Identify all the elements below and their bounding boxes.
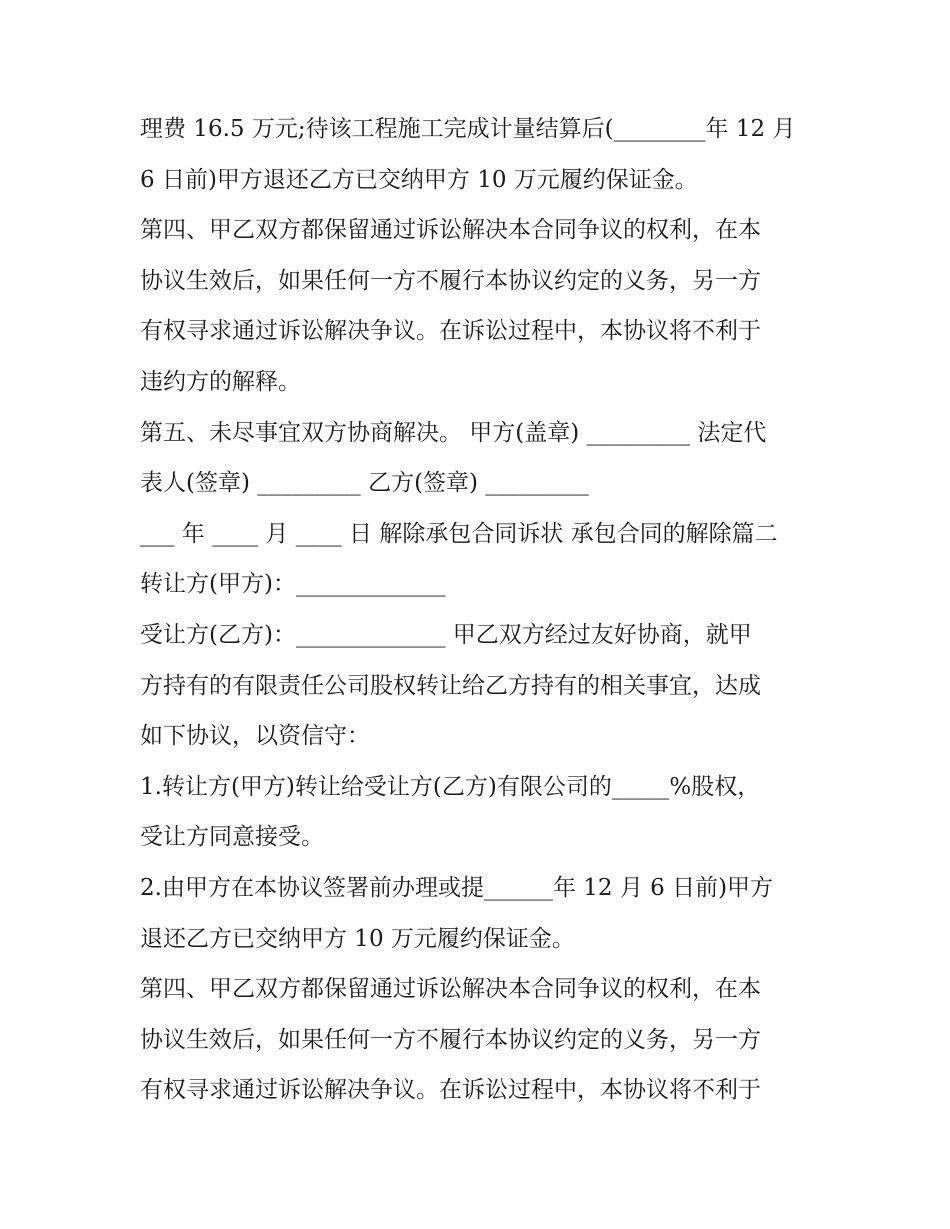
text-line: 有权寻求通过诉讼解决争议。在诉讼过程中，本协议将不利于 — [140, 1077, 761, 1104]
text-line: 有权寻求通过诉讼解决争议。在诉讼过程中，本协议将不利于 — [140, 318, 761, 345]
text-line: 转让方(甲方)：_____________ — [140, 571, 446, 598]
text-line: 第四、甲乙双方都保留通过诉讼解决本合同争议的权利，在本 — [140, 217, 761, 244]
text-line: 第四、甲乙双方都保留通过诉讼解决本合同争议的权利，在本 — [140, 976, 761, 1003]
document-body — [140, 104, 830, 1116]
text-line: 协议生效后，如果任何一方不履行本协议约定的义务，另一方 — [140, 1026, 761, 1053]
text-line: 受让方同意接受。 — [140, 824, 324, 851]
text-line: 表人(签章) _________ 乙方(签章) _________ — [140, 470, 589, 497]
text-line: 违约方的解释。 — [140, 368, 301, 395]
text-line: 方持有的有限责任公司股权转让给乙方持有的相关事宜，达成 — [140, 672, 761, 699]
text-line: 第五、未尽事宜双方协商解决。 甲方(盖章) _________ 法定代 — [140, 419, 767, 446]
text-line: 如下协议，以资信守： — [140, 723, 370, 750]
text-line: 6 日前)甲方退还乙方已交纳甲方 10 万元履约保证金。 — [140, 166, 698, 193]
text-line: 1.转让方(甲方)转让给受让方(乙方)有限公司的_____%股权， — [140, 773, 761, 800]
text-line: 协议生效后，如果任何一方不履行本协议约定的义务，另一方 — [140, 267, 761, 294]
text-line: 2.由甲方在本协议签署前办理或提______年 12 月 6 日前)甲方 — [140, 874, 774, 901]
text-line: 理费 16.5 万元;待该工程施工完成计量结算后(________年 12 月 — [140, 116, 796, 142]
text-line: ___ 年 ____ 月 ____ 日 解除承包合同诉状 承包合同的解除篇二 — [140, 520, 778, 547]
text-line: 退还乙方已交纳甲方 10 万元履约保证金。 — [140, 925, 575, 952]
text-line: 受让方(乙方)：_____________ 甲乙双方经过友好协商，就甲 — [140, 621, 752, 648]
